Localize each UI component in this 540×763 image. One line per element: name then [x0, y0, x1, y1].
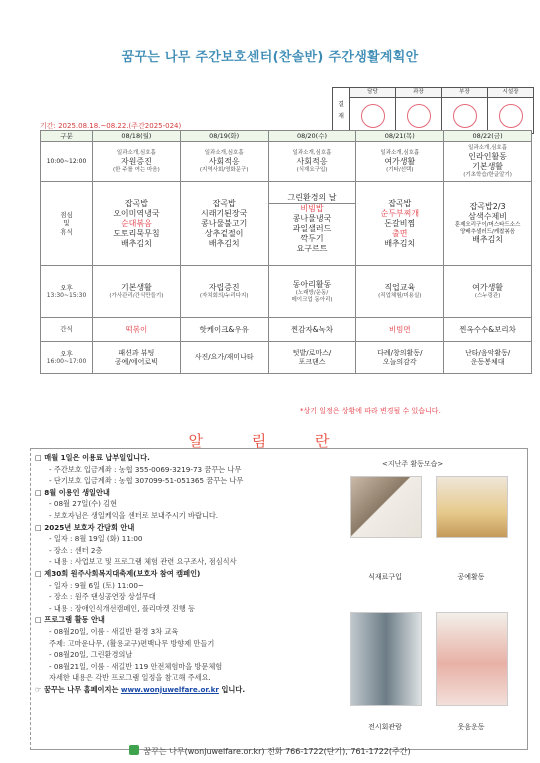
- approval-head: 과장: [396, 88, 441, 98]
- col-header: 08/22(금): [444, 131, 532, 142]
- col-header: 08/21(목): [356, 131, 444, 142]
- cell: 일과소개,심호흡 사회적응 (지역사회/영화문구): [180, 142, 268, 182]
- homepage-prefix: ☞ 꿈꾸는 나무 홈페이지는: [35, 684, 121, 694]
- approval-label: [333, 88, 350, 133]
- photo-image: [350, 476, 422, 538]
- snack-cell: 찐옥수수&보리차: [444, 318, 532, 342]
- notice-item: - 내용 : 장애인식개선캠페인, 플리마켓 진행 등: [49, 603, 195, 613]
- photo-label: 웃음운동: [457, 723, 485, 731]
- table-row: [41, 266, 532, 318]
- homepage-suffix: 입니다.: [218, 684, 246, 694]
- approval-col: [350, 88, 396, 133]
- photo-label: 전시회관람: [368, 723, 402, 731]
- schedule-table: [40, 130, 532, 374]
- col-header: 08/20(수): [268, 131, 356, 142]
- notice-item: - 08월20일, 그린환경의날: [49, 650, 133, 660]
- table-row: [41, 318, 532, 342]
- photo-image: [436, 612, 508, 706]
- approval-col: [442, 88, 488, 133]
- footer-text: 꿈꾸는 나무(wonjuwelfare.or.kr) 전화 766-1722(단기), 761-1722(주간): [143, 747, 411, 756]
- cell: 패션과 뷰팅 공예/에어로빅: [93, 342, 181, 374]
- approval-box: [332, 87, 534, 134]
- notice-item: - 장소 : 센터 2층: [49, 545, 103, 555]
- cell: 자립증진 (자치회의/누리다지): [180, 266, 268, 318]
- notice-item: - 08월21일, 이룸 · 새길반 119 안전체험마을 방문체험: [49, 661, 223, 671]
- row-label: 점심 및 휴식: [41, 182, 93, 266]
- cell: 난타/음악활동/ 운동봉체대: [444, 342, 532, 374]
- photo-label: 공예활동: [457, 573, 485, 581]
- approval-label-1: 결: [338, 100, 344, 108]
- approval-col: [396, 88, 442, 133]
- stamp-icon: [361, 104, 385, 128]
- notice-heading: □ 8월 이용인 생일안내: [35, 487, 110, 497]
- notice-item: - 일자 : 8월 19일 (화) 11:00: [49, 534, 143, 544]
- cell: 기본생활 (가사관리/간식만들기): [93, 266, 181, 318]
- cell: 일과소개,심호흡 여가생활 (기타/선택): [356, 142, 444, 182]
- notice-list: [35, 452, 335, 695]
- snack-cell: 핫케이크&우유: [180, 318, 268, 342]
- page-title: 꿈꾸는 나무 주간보호센터(찬솔반) 주간생활계획안: [121, 50, 419, 65]
- stamp-icon: [453, 104, 477, 128]
- stamp-icon: [407, 104, 431, 128]
- notice-item: - 보호자님은 생일케익을 센터로 보내주시기 바랍니다.: [49, 510, 219, 520]
- menu-cell: 잡곡밥2/3 삼색수제비 훈제오리구이/머스타드소스 양배추샐러드/케찹볶음 배추김치: [444, 182, 532, 266]
- cell: 직업교육 (직업체험/미용실): [356, 266, 444, 318]
- row-label: 10:00~12:00: [41, 142, 93, 182]
- cell: 다례/창의활동/ 오늘의감각: [356, 342, 444, 374]
- homepage-link[interactable]: www.wonjuwelfare.or.kr: [120, 684, 219, 694]
- menu-cell: 잡곡밥 순두부찌개 돈갈비찜 출면 배추김치: [356, 182, 444, 266]
- schedule-note: *상기 일정은 상황에 따라 변경될 수 있습니다.: [300, 407, 441, 415]
- notice-heading: □ 2025년 보호자 간담회 안내: [35, 522, 135, 532]
- approval-col: [488, 88, 533, 133]
- homepage-line: [35, 684, 335, 696]
- menu-cell: 그린환경의 날 비빔밥 콩나물냉국 과일샐러드 깍두기 요구르트: [268, 182, 356, 266]
- row-label: 오후 16:00~17:00: [41, 342, 93, 374]
- notice-item: - 일자 : 9월 6일 (토) 11:00~: [49, 580, 144, 590]
- approval-label-2: 재: [338, 112, 344, 120]
- stamp-icon: [499, 104, 523, 128]
- cell: 사진/요가/재미나타: [180, 342, 268, 374]
- snack-cell: 떡볶이: [93, 318, 181, 342]
- cell: 일과소개,심호흡 사회적응 (식재요구입): [268, 142, 356, 182]
- notice-item: - 주간보호 입금계좌 : 농협 355-0069-3219-73 꿈꾸는 나무: [49, 464, 242, 474]
- col-header: 08/18(월): [93, 131, 181, 142]
- period-text: 기간: 2025.08.18.~08.22.(주간2025-024): [40, 122, 182, 130]
- col-header: 08/19(화): [180, 131, 268, 142]
- cell: 여가생활 (스누링관): [444, 266, 532, 318]
- notice-heading: □ 프로그램 활동 안내: [35, 615, 105, 625]
- photo-image: [350, 612, 422, 706]
- notice-heading: □ 제30회 원주사회복지대축제(보호자 참여 캠페인): [35, 568, 201, 578]
- table-row: [41, 342, 532, 374]
- row-label: 간식: [41, 318, 93, 342]
- notice-item: 자세한 내용은 각반 프로그램 일정을 참고해 주세요.: [49, 673, 211, 683]
- menu-cell: 잡곡밥 시래기된장국 콩나물불고기 상추겉절이 배추김치: [180, 182, 268, 266]
- approval-head: 담당: [350, 88, 395, 98]
- notice-title: 알 림 란: [188, 432, 352, 450]
- cell: 일과소개,심호흡 인라인활동 기본생활 (기초학습/한글알기): [444, 142, 532, 182]
- table-row: [41, 182, 532, 266]
- photos-caption: <지난주 활동모습>: [382, 460, 444, 468]
- snack-cell: 비빔면: [356, 318, 444, 342]
- approval-head: 부장: [442, 88, 487, 98]
- cell: 텃밭/로마스/ 포크댄스: [268, 342, 356, 374]
- table-row: [41, 142, 532, 182]
- photo-image: [436, 476, 508, 538]
- logo-icon: [129, 745, 139, 755]
- row-label: 오후 13:30~15:30: [41, 266, 93, 318]
- cell: 일과소개,심호흡 자원증진 (한 주를 여는 마음): [93, 142, 181, 182]
- notice-item: - 08월20일, 이룸 · 새길반 환경 3차 교육: [49, 626, 179, 636]
- notice-item: 주제: 고마운나무, (활용교구)편백나무 방향제 만들기: [49, 638, 215, 648]
- cell: 동아리활동 (노래방/운동/ 메이크업 동아리): [268, 266, 356, 318]
- notice-heading: □ 매월 1일은 이용료 납부일입니다.: [35, 453, 150, 462]
- footer: [0, 745, 540, 757]
- notice-item: - 장소 : 원주 댄싱공연장 상설무대: [49, 592, 156, 602]
- table-header-row: [41, 131, 532, 142]
- approval-head: 시설장: [488, 88, 533, 98]
- notice-item: - 내용 : 사업보고 및 프로그램 체험 관련 요구조사, 점심식사: [49, 557, 237, 567]
- menu-cell: 잡곡밥 오이미역냉국 순대볶음 도토리묵무침 배추김치: [93, 182, 181, 266]
- notice-item: - 08월 27일(수) 김현: [49, 499, 118, 509]
- col-header: 구분: [41, 131, 93, 142]
- notice-item: - 단기보호 입금계좌 : 농협 307099-51-051365 꿈꾸는 나무: [49, 476, 244, 486]
- snack-cell: 찐감자&녹차: [268, 318, 356, 342]
- photo-label: 식재료구입: [368, 573, 402, 581]
